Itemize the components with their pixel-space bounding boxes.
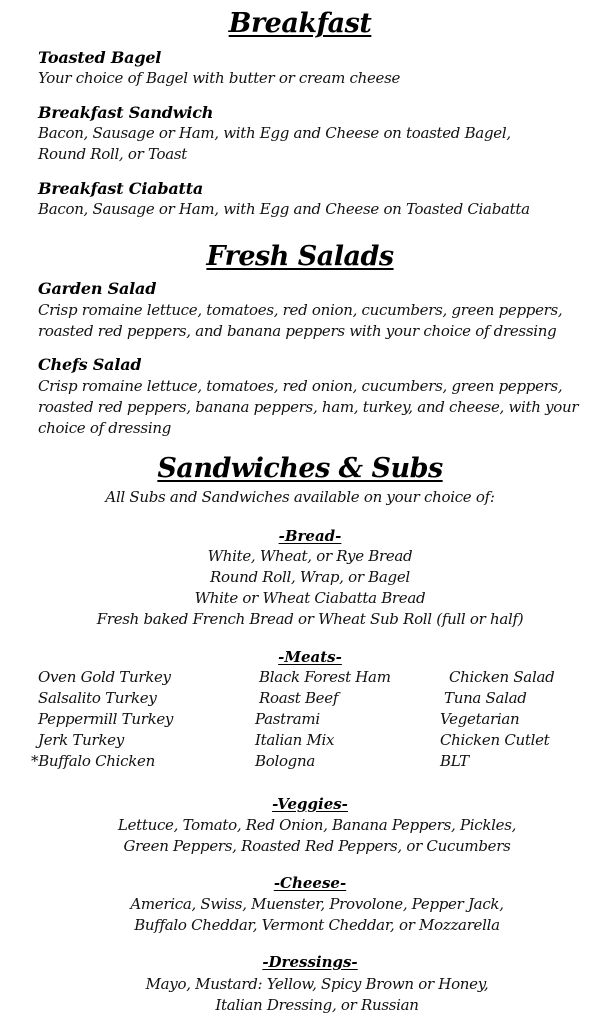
bread-title: -Bread- — [278, 527, 342, 545]
item-name-chefs-salad: Chefs Salad — [38, 355, 142, 374]
meat-item: Peppermill Turkey — [38, 710, 174, 728]
veggies-line: Green Peppers, Roasted Red Peppers, or Cucumbers — [123, 837, 511, 855]
item-desc-garden-salad-line2: roasted red peppers, and banana peppers with your choice of dressing — [38, 322, 557, 340]
meat-item: Chicken Cutlet — [440, 731, 550, 749]
cheese-line: Buffalo Cheddar, Vermont Cheddar, or Mozzarella — [134, 916, 500, 934]
bread-line: Round Roll, Wrap, or Bagel — [210, 568, 410, 586]
meat-item: Tuna Salad — [444, 689, 527, 707]
item-desc-chefs-salad-line3: choice of dressing — [38, 419, 171, 437]
breakfast-title: Breakfast — [228, 8, 372, 39]
dressings-line: Italian Dressing, or Russian — [215, 996, 419, 1014]
dressings-line: Mayo, Mustard: Yellow, Spicy Brown or Honey, — [145, 975, 489, 993]
meat-item: *Buffalo Chicken — [31, 752, 155, 770]
item-desc-chefs-salad-line2: roasted red peppers, banana peppers, ham, turkey, and cheese, with your — [38, 398, 579, 416]
meat-item: Vegetarian — [440, 710, 520, 728]
sandwiches-intro: All Subs and Sandwiches available on your choice of: — [105, 488, 495, 506]
sandwiches-title: Sandwiches & Subs — [157, 453, 443, 484]
bread-line: White, Wheat, or Rye Bread — [207, 547, 413, 565]
item-name-breakfast-sandwich: Breakfast Sandwich — [38, 103, 214, 122]
meat-item: Pastrami — [255, 710, 320, 728]
cheese-title: -Cheese- — [273, 874, 347, 892]
meat-item: Italian Mix — [255, 731, 335, 749]
meat-item: Oven Gold Turkey — [38, 668, 171, 686]
item-desc-breakfast-ciabatta: Bacon, Sausage or Ham, with Egg and Cheese on Toasted Ciabatta — [38, 200, 530, 218]
meat-item: Jerk Turkey — [38, 731, 124, 749]
meat-item: Bologna — [255, 752, 315, 770]
cheese-line: America, Swiss, Muenster, Provolone, Pepper Jack, — [130, 895, 504, 913]
salads-title: Fresh Salads — [206, 241, 394, 272]
meat-item: Roast Beef — [259, 689, 339, 707]
item-name-breakfast-ciabatta: Breakfast Ciabatta — [38, 179, 204, 198]
meat-item: BLT — [440, 752, 469, 770]
veggies-line: Lettuce, Tomato, Red Onion, Banana Peppers, Pickles, — [117, 816, 517, 834]
meat-item: Black Forest Ham — [259, 668, 391, 686]
meat-item: Chicken Salad — [449, 668, 555, 686]
item-desc-chefs-salad-line1: Crisp romaine lettuce, tomatoes, red onion, cucumbers, green peppers, — [38, 377, 563, 395]
meats-title: -Meats- — [278, 648, 342, 666]
item-name-garden-salad: Garden Salad — [38, 279, 157, 298]
item-desc-garden-salad-line1: Crisp romaine lettuce, tomatoes, red onion, cucumbers, green peppers, — [38, 301, 563, 319]
dressings-title: -Dressings- — [262, 953, 358, 971]
item-desc-breakfast-sandwich-line1: Bacon, Sausage or Ham, with Egg and Cheese on toasted Bagel, — [38, 124, 511, 142]
item-name-toasted-bagel: Toasted Bagel — [38, 48, 162, 67]
veggies-title: -Veggies- — [272, 795, 348, 813]
bread-line: White or Wheat Ciabatta Bread — [194, 589, 426, 607]
meat-item: Salsalito Turkey — [38, 689, 157, 707]
bread-line: Fresh baked French Bread or Wheat Sub Roll (full or half) — [96, 610, 524, 628]
item-desc-breakfast-sandwich-line2: Round Roll, or Toast — [38, 145, 187, 163]
item-desc-toasted-bagel: Your choice of Bagel with butter or cream cheese — [38, 69, 401, 87]
